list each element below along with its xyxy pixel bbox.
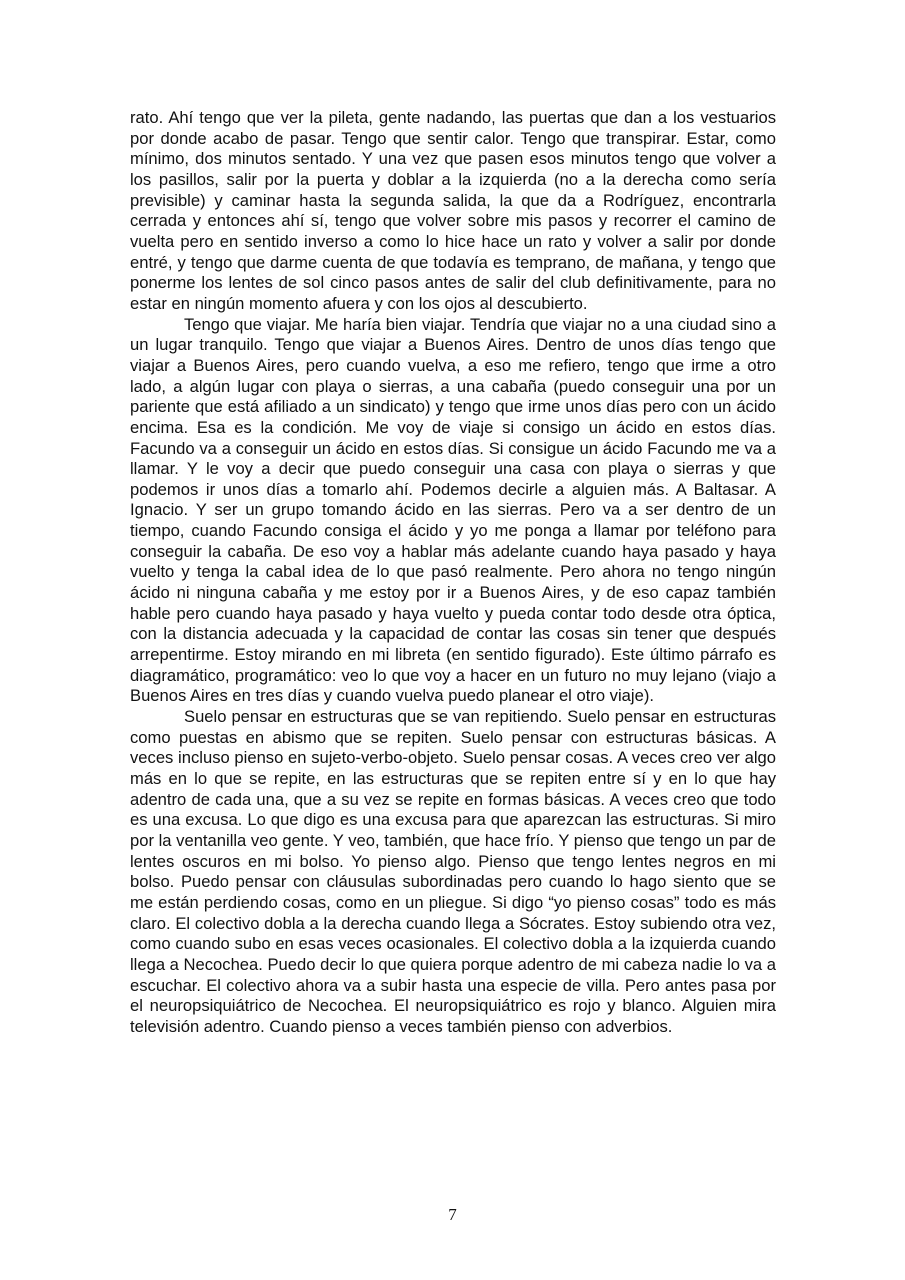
paragraph-1: rato. Ahí tengo que ver la pileta, gente nadando, las puertas que dan a los vestuarios por donde acabo de pasar. Tengo que sentir calor. Tengo que transpirar. Estar, como mínimo, dos minutos sentado. Y una vez que pasen esos minutos tengo que volver a los pasillos, salir por la puerta y doblar a la izquierda (no a la derecha como sería previsible) y caminar hasta la segunda salida, la que da a Rodríguez, encontrarla cerrada y entonces ahí sí, tengo que volver sobre mis pasos y recorrer el camino de vuelta pero en sentido inverso a como lo hice hace un rato y volver a salir por donde entré, y tengo que darme cuenta de que todavía es temprano, de mañana, y tengo que ponerme los lentes de sol cinco pasos antes de salir del club definitivamente, para no estar en ningún momento afuera y con los ojos al descubierto. (130, 108, 776, 313)
paragraph-3: Suelo pensar en estructuras que se van repitiendo. Suelo pensar en estructuras como puestas en abismo que se repiten. Suelo pensar con estructuras básicas. A veces incluso pienso en sujeto-verbo-objeto. Suelo pensar cosas. A veces creo ver algo más en lo que se repite, en las estructuras que se repiten entre sí y en lo que hay adentro de cada una, que a su vez se repite en formas básicas. A veces creo que todo es una excusa. Lo que digo es una excusa para que aparezcan las estructuras. Si miro por la ventanilla veo gente. Y veo, también, que hace frío. Y pienso que tengo un par de lentes oscuros en mi bolso. Yo pienso algo. Pienso que tengo lentes negros en mi bolso. Puedo pensar con cláusulas subordinadas pero cuando lo hago siento que se me están perdiendo cosas, como en un pliegue. Si digo “yo pienso cosas” todo es más claro. El colectivo dobla a la derecha cuando llega a Sócrates. Estoy subiendo otra vez, como cuando subo en esas veces ocasionales. El colectivo dobla a la izquierda cuando llega a Necochea. Puedo decir lo que quiera porque adentro de mi cabeza nadie lo va a escuchar. El colectivo ahora va a subir hasta una especie de villa. Pero antes pasa por el neuropsiquiátrico de Necochea. El neuropsiquiátrico es rojo y blanco. Alguien mira televisión adentro. Cuando pienso a veces también pienso con adverbios. (130, 707, 776, 1036)
paragraph-2: Tengo que viajar. Me haría bien viajar. Tendría que viajar no a una ciudad sino a un lugar tranquilo. Tengo que viajar a Buenos Aires. Dentro de unos días tengo que viajar a Buenos Aires, pero cuando vuelva, a eso me refiero, tengo que irme a otro lado, a algún lugar con playa o sierras, a una cabaña (puedo conseguir una por un pariente que está afiliado a un sindicato) y tengo que irme unos días pero con un ácido encima. Esa es la condición. Me voy de viaje si consigo un ácido en estos días. Facundo va a conseguir un ácido en estos días. Si consigue un ácido Facundo me va a llamar. Y le voy a decir que puedo conseguir una casa con playa o sierras y que podemos ir unos días a tomarlo ahí. Podemos decirle a alguien más. A Baltasar. A Ignacio. Y ser un grupo tomando ácido en las sierras. Pero va a ser dentro de un tiempo, cuando Facundo consiga el ácido y yo me ponga a llamar por teléfono para conseguir la cabaña. De eso voy a hablar más adelante cuando haya pasado y haya vuelto y tenga la cabal idea de lo que pasó realmente. Pero ahora no tengo ningún ácido ni ninguna cabaña y me estoy por ir a Buenos Aires, y de eso capaz también hable pero cuando haya pasado y haya vuelto y pueda contar todo desde otra óptica, con la distancia adecuada y la capacidad de contar las cosas sin tener que después arrepentirme. Estoy mirando en mi libreta (en sentido figurado). Este último párrafo es diagramático, programático: veo lo que voy a hacer en un futuro no muy lejano (viajo a Buenos Aires en tres días y cuando vuelva puedo planear el otro viaje). (130, 314, 776, 706)
body-text (130, 108, 776, 1038)
page-number: 7 (448, 1205, 457, 1224)
